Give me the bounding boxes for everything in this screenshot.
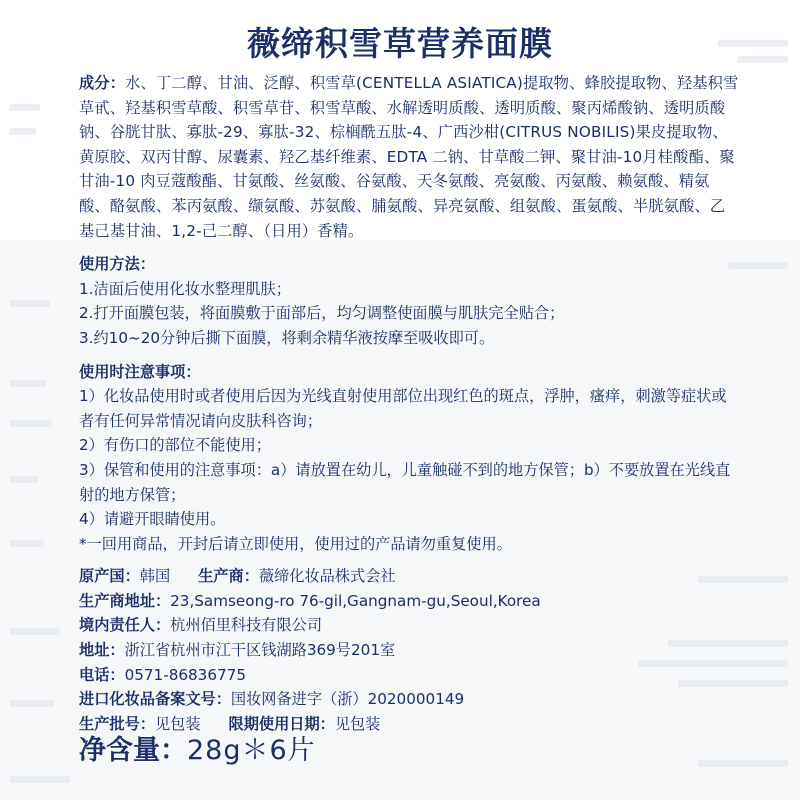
usage-heading: 使用方法： xyxy=(79,255,155,274)
batch-label: 生产批号： xyxy=(79,714,155,733)
label-content xyxy=(79,71,739,736)
origin-label: 原产国： xyxy=(79,567,140,586)
ingredients-text: 水、丁二醇、甘油、泛醇、积雪草(CENTELLA ASIATICA)提取物、蜂胶提取物、羟基积雪草甙、羟基积雪草酸、积雪草苷、积雪草酸、水解透明质酸、透明质酸、聚丙烯酸钠、透明质酸钠、谷胱甘肽、寡肽-29、寡肽-32、棕榈酰五肽-4、广西沙柑(CITRUS NOBILIS)果皮提取物、黄原胶、双丙甘醇、尿囊素、羟乙基纤维素、EDTA 二钠、甘草酸二钾、聚甘油-10月桂酸酯、聚甘油-10 肉豆蔻酸酯、甘氨酸、丝氨酸、谷氨酸、天冬氨酸、亮氨酸、丙氨酸、赖氨酸、精氨酸、酪氨酸、苯丙氨酸、缬氨酸、苏氨酸、脯氨酸、异亮氨酸、组氨酸、蛋氨酸、半胱氨酸、乙基己基甘油、1,2-己二醇、（日用）香精。 xyxy=(79,74,739,240)
expiry-value: 见包装 xyxy=(334,714,381,733)
ghost-print xyxy=(10,380,46,387)
cautions-heading: 使用时注意事项： xyxy=(79,362,201,381)
usage-step: 2.打开面膜包装，将面膜敷于面部后，均匀调整使面膜与肌肤完全贴合； xyxy=(79,304,565,323)
ghost-print xyxy=(10,776,70,783)
ghost-print xyxy=(10,420,52,427)
caution-note: *一回用商品，开封后请立即使用，使用过的产品请勿重复使用。 xyxy=(79,534,512,553)
ghost-print xyxy=(10,104,40,111)
agent-address-row xyxy=(79,638,739,663)
maker-address-label: 生产商地址： xyxy=(79,591,171,610)
spacer xyxy=(79,556,739,564)
filing-row xyxy=(79,687,739,712)
net-content-label: 净含量： xyxy=(79,735,187,766)
ingredients-label: 成分： xyxy=(79,74,126,92)
expiry-label: 限期使用日期： xyxy=(228,714,335,733)
agent-label: 境内责任人： xyxy=(79,616,171,635)
ghost-print xyxy=(10,128,36,135)
net-content xyxy=(79,728,316,767)
filing-value: 国妆网备进字（浙）2020000149 xyxy=(230,690,465,709)
usage-step: 3.约10~20分钟后撕下面膜，将剩余精华液按摩至吸收即可。 xyxy=(79,328,495,347)
caution-item: 4）请避开眼睛使用。 xyxy=(79,510,226,529)
ingredients-section xyxy=(79,71,739,243)
maker-address-row xyxy=(79,589,739,614)
usage-step: 1.洁面后使用化妆水整理肌肤； xyxy=(79,279,291,298)
ghost-print xyxy=(10,700,54,707)
origin-value: 韩国 xyxy=(139,567,171,586)
caution-item: 3）保管和使用的注意事项：a）请放置在幼儿，儿童触碰不到的地方保管；b）不要放置在光线直射的地方保管； xyxy=(79,460,731,504)
caution-item: 1）化妆品使用时或者使用后因为光线直射使用部位出现红色的斑点，浮肿，瘙痒，刺激等症状或者有任何异常情况请向皮肤科咨询； xyxy=(79,387,727,430)
ghost-print xyxy=(10,476,38,483)
batch-value: 见包装 xyxy=(154,714,201,733)
phone-row xyxy=(79,663,739,688)
caution-item: 2）有伤口的部位不能使用； xyxy=(79,436,271,455)
ghost-print xyxy=(10,300,50,307)
product-title: 薇缔积雪草营养面膜 xyxy=(247,24,553,63)
maker-label: 生产商： xyxy=(198,567,259,586)
agent-value: 杭州佰里科技有限公司 xyxy=(170,616,322,635)
agent-row xyxy=(79,613,739,638)
ghost-print xyxy=(10,628,60,635)
ghost-print xyxy=(698,760,788,767)
origin-maker-row xyxy=(79,564,739,589)
phone-label: 电话： xyxy=(79,665,125,684)
filing-label: 进口化妆品备案文号： xyxy=(79,690,231,709)
ghost-print xyxy=(10,540,44,547)
phone-value: 0571-86836775 xyxy=(124,665,246,684)
maker-value: 薇缔化妆品株式会社 xyxy=(258,567,396,586)
agent-address-label: 地址： xyxy=(79,641,125,660)
maker-address-value: 23,Samseong-ro 76-gil,Gangnam-gu,Seoul,Korea xyxy=(170,591,541,610)
agent-address-value: 浙江省杭州市江干区钱湖路369号201室 xyxy=(124,641,396,660)
net-content-value: 28g＊6片 xyxy=(187,735,316,766)
